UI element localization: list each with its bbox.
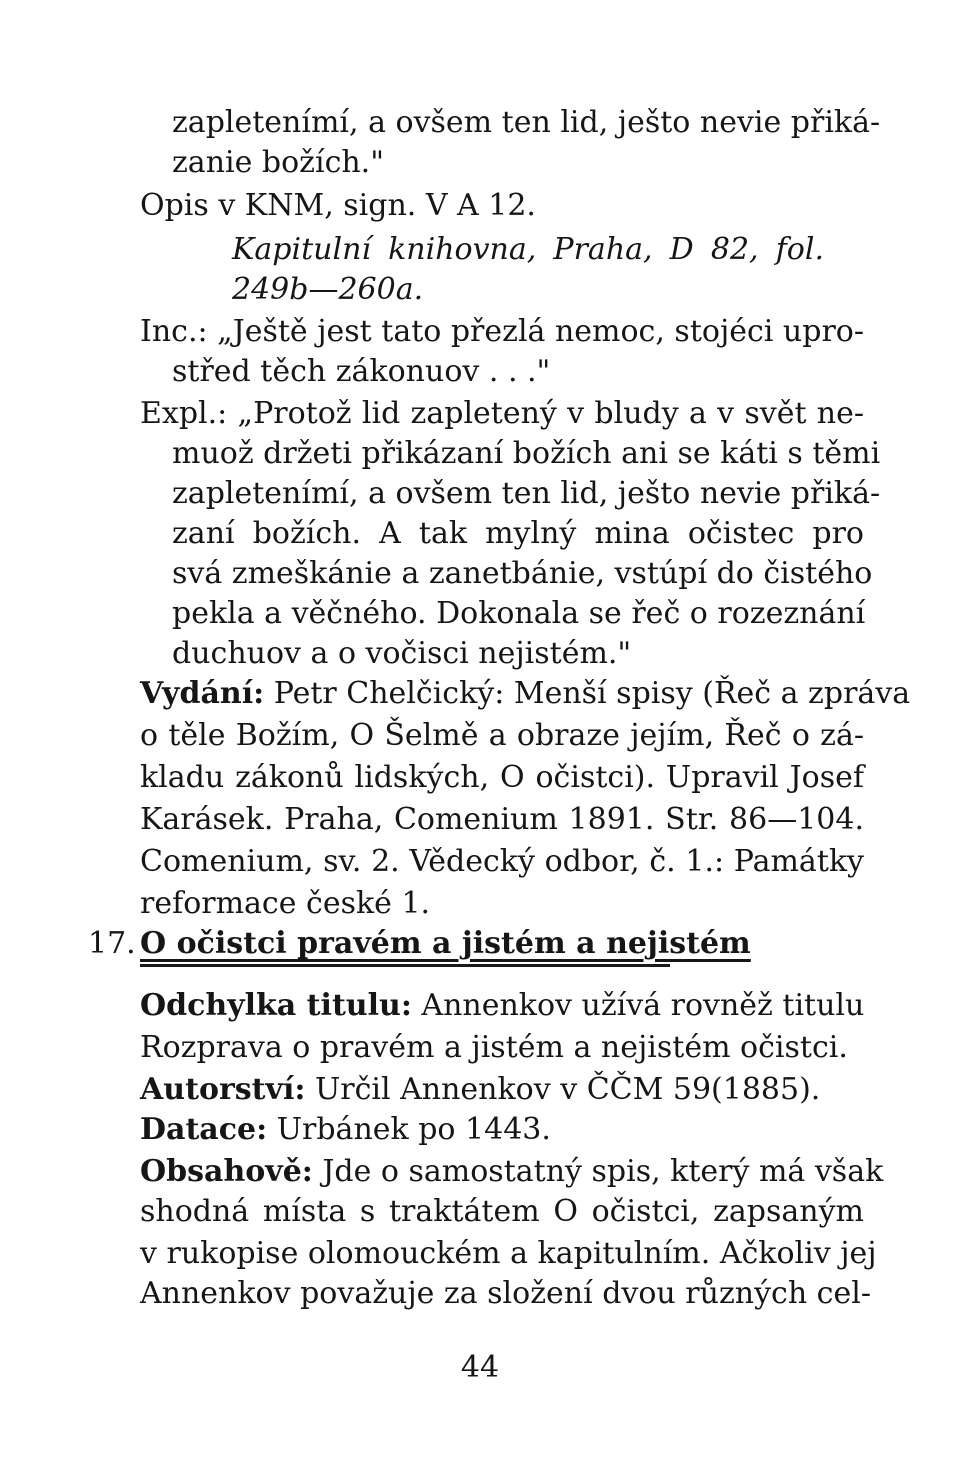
content-label: Obsahově: <box>140 1154 313 1189</box>
title-variant-label: Odchylka titulu: <box>140 988 412 1023</box>
incipit-line: střed těch zákonuov . . ." <box>172 354 551 389</box>
edition-line: Karásek. Praha, Comenium 1891. Str. 86—104. <box>140 802 864 837</box>
page-number: 44 <box>460 1350 500 1385</box>
content-text: Jde o samostatný spis, který má však <box>312 1154 884 1189</box>
edition-line: kladu zákonů lidských, O očistci). Upravil Josef <box>140 760 864 795</box>
library-reference: Kapitulní knihovna, Praha, D 82, fol. <box>232 232 824 267</box>
explicit-line: svá zmeškánie a zanetbánie, vstúpí do čistého <box>172 556 873 591</box>
edition-label: Vydání: <box>140 676 265 711</box>
explicit-line: zapletenímí, a ovšem ten lid, ješto nevie přiká- <box>172 476 881 511</box>
edition-line: o těle Božím, O Šelmě a obraze jejím, Řeč o zá- <box>140 718 864 753</box>
folio-range: 249b—260a. <box>232 272 424 307</box>
incipit-line: Inc.: „Ještě jest tato přezlá nemoc, stojéci upro- <box>140 314 864 349</box>
authorship-line <box>140 1070 820 1110</box>
text-line: zapletenímí, a ovšem ten lid, ješto nevie přiká- <box>172 105 881 140</box>
authorship-label: Autorství: <box>140 1072 306 1107</box>
dating-line <box>140 1110 551 1150</box>
explicit-line: pekla a věčného. Dokonala se řeč o rozeznání <box>172 596 866 631</box>
edition-line: Comenium, sv. 2. Vědecký odbor, č. 1.: Památky <box>140 844 864 879</box>
explicit-line: muož držeti přikázaní božích ani se káti s těmi <box>172 436 881 471</box>
text-line: zanie božích." <box>172 145 385 180</box>
explicit-line: duchuov a o vočisci nejistém." <box>172 636 632 671</box>
explicit-line: zaní božích. A tak mylný mina očistec pro <box>172 516 864 551</box>
explicit-line: Expl.: „Protož lid zapletený v bludy a v svět ne- <box>140 396 864 431</box>
dating-label: Datace: <box>140 1112 268 1147</box>
section-title: O očistci pravém a jistém a nejistém <box>140 926 751 961</box>
content-line: v rukopise olomouckém a kapitulním. Ačkoliv jej <box>140 1236 877 1271</box>
authorship-text: Určil Annenkov v ČČM 59(1885). <box>305 1072 821 1107</box>
edition-text: Petr Chelčický: Menší spisy (Řeč a zpráva <box>264 676 911 711</box>
content-line <box>140 1152 884 1192</box>
manuscript-reference: Opis v KNM, sign. V A 12. <box>140 188 536 223</box>
section-number: 17. <box>88 926 136 961</box>
edition-line: reformace české 1. <box>140 886 431 921</box>
section-rule <box>140 964 670 967</box>
content-line: shodná místa s traktátem O očistci, zapsaným <box>140 1194 864 1229</box>
edition-line <box>140 674 911 714</box>
dating-text: Urbánek po 1443. <box>267 1112 551 1147</box>
title-variant-line: Rozprava o pravém a jistém a nejistém očistci. <box>140 1030 848 1065</box>
title-variant-line <box>140 986 864 1026</box>
title-variant-text: Annenkov užívá rovněž titulu <box>411 988 865 1023</box>
content-line: Annenkov považuje za složení dvou různých cel- <box>140 1276 871 1311</box>
